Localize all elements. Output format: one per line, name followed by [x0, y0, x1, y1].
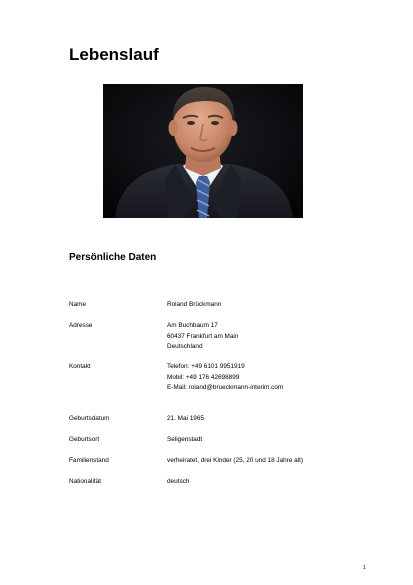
section-heading: Persönliche Daten [69, 252, 157, 263]
contact-phone: Telefon: +49 6101 9951919 [167, 363, 245, 370]
label-contact: Kontakt [69, 363, 91, 370]
page-number: 1 [363, 565, 366, 571]
value-contact [167, 362, 283, 394]
value-birthplace: Seligenstadt [167, 436, 203, 443]
value-birthdate: 21. Mai 1965 [167, 415, 204, 422]
value-nationality: deutsch [167, 478, 190, 485]
value-address [167, 321, 238, 353]
address-street: Am Buchbaum 17 [167, 322, 218, 329]
address-country: Deutschland [167, 343, 203, 350]
value-family-status: verheiratet, drei Kinder (25, 20 und 18 Jahre alt) [167, 457, 304, 464]
label-birthdate: Geburtsdatum [69, 415, 110, 422]
label-nationality: Nationalität [69, 478, 101, 485]
address-city: 60437 Frankfurt am Main [167, 332, 239, 340]
contact-mobile: Mobil: +49 176 42698899 [167, 373, 240, 381]
label-family-status: Familienstand [69, 457, 109, 464]
value-name: Roland Brückmann [167, 301, 222, 308]
portrait-photo [103, 84, 303, 218]
contact-email: E-Mail: roland@brueckmann-interim.com [167, 384, 284, 391]
page-title: Lebenslauf [69, 45, 159, 64]
label-address: Adresse [69, 322, 93, 329]
label-name: Name [69, 301, 87, 308]
label-birthplace: Geburtsort [69, 436, 100, 443]
